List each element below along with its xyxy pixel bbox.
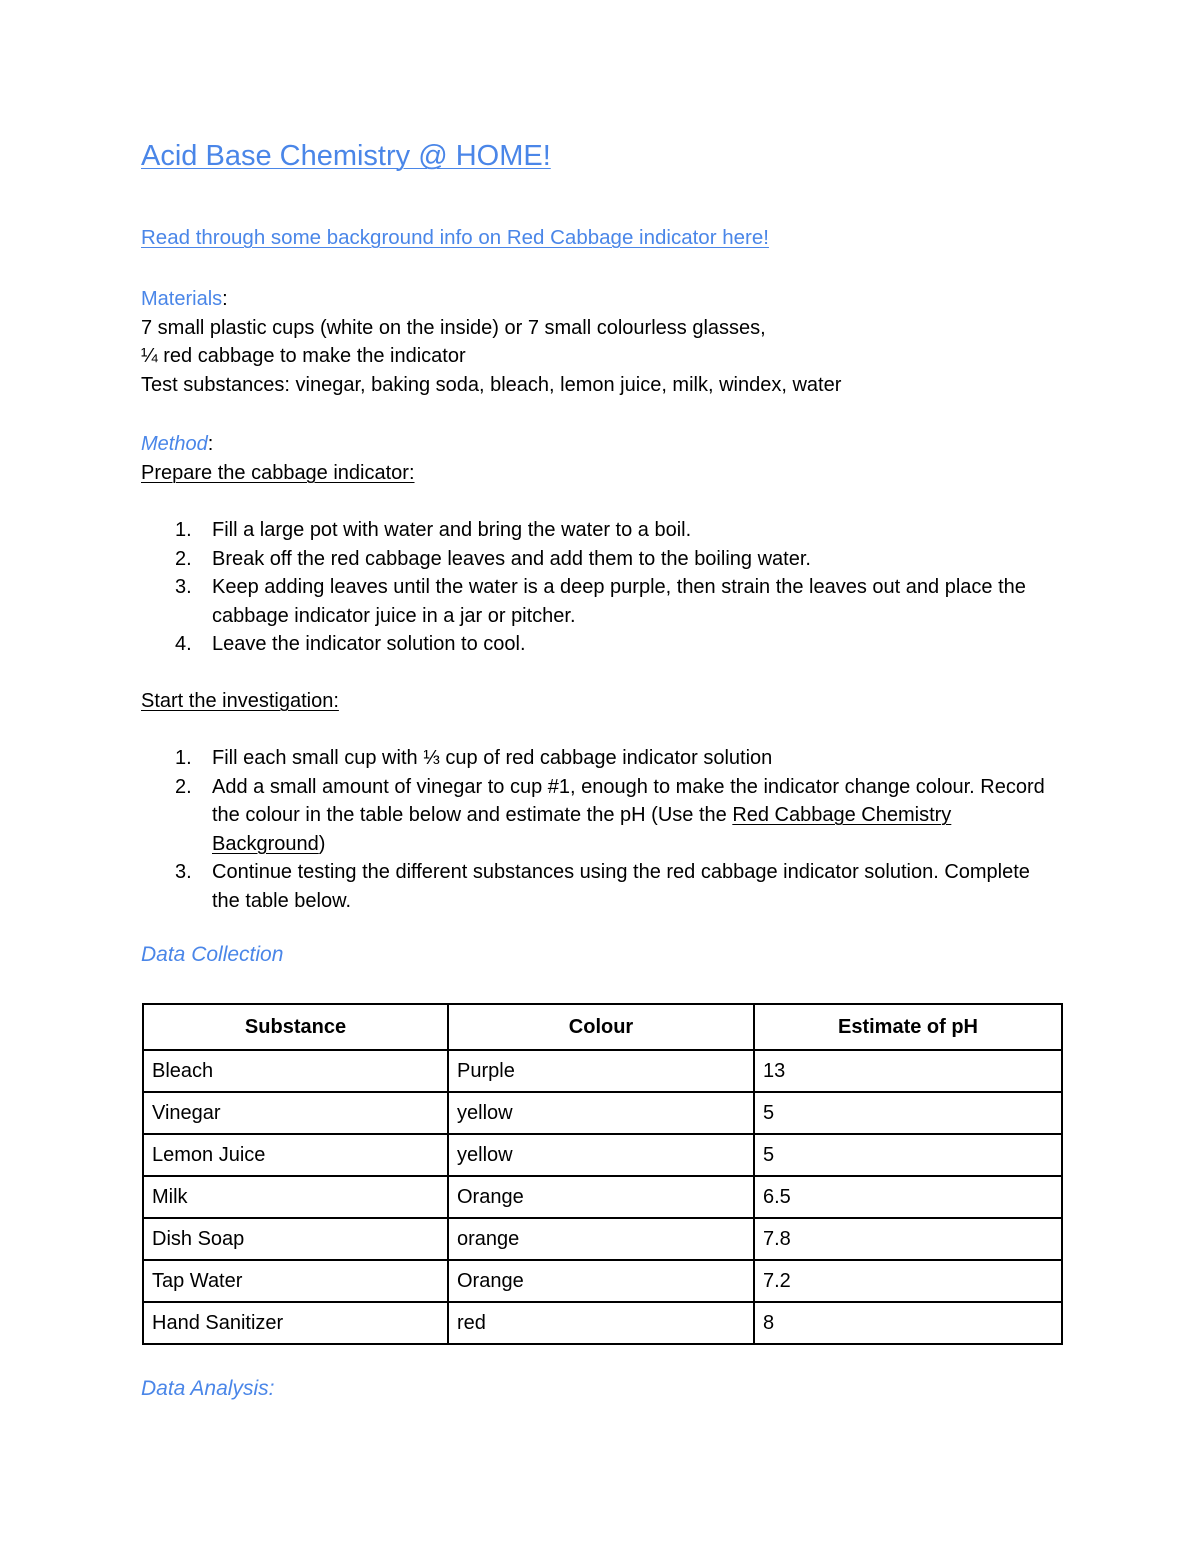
step-text: Keep adding leaves until the water is a deep purple, then strain the leaves out and place the cabbage indicator juice in a jar or pitcher. — [212, 576, 1026, 627]
step-number: 2. — [175, 547, 192, 570]
ph-cell: 8 — [754, 1302, 1062, 1344]
column-header-ph: Estimate of pH — [754, 1004, 1062, 1050]
table-row — [143, 1134, 1062, 1176]
ph-cell: 13 — [754, 1050, 1062, 1092]
step-number: 3. — [175, 861, 192, 883]
materials-section — [141, 285, 841, 399]
method-heading-text: Method — [141, 433, 208, 455]
substance-cell: Milk — [143, 1176, 448, 1218]
step-number: 3. — [175, 576, 192, 598]
table-row — [143, 1260, 1062, 1302]
red-cabbage-background-link[interactable]: Red Cabbage Chemistry Background — [212, 804, 952, 855]
column-header-substance: Substance — [143, 1004, 448, 1050]
step-text: Continue testing the different substances using the red cabbage indicator solution. Complete the table below. — [212, 861, 1030, 912]
ph-cell: 7.2 — [754, 1260, 1062, 1302]
colour-cell: Orange — [448, 1176, 754, 1218]
results-table — [142, 1003, 1063, 1345]
colour-cell: yellow — [448, 1134, 754, 1176]
substance-cell: Bleach — [143, 1050, 448, 1092]
step-number: 1. — [175, 519, 192, 541]
table-row — [143, 1092, 1062, 1134]
prepare-steps-list — [141, 516, 1061, 659]
table-row — [143, 1218, 1062, 1260]
table-row — [143, 1176, 1062, 1218]
start-investigation-heading: Start the investigation: — [141, 690, 339, 712]
list-item — [141, 516, 1061, 545]
list-item — [141, 573, 1061, 630]
list-item — [141, 773, 1061, 859]
method-heading — [141, 430, 213, 459]
materials-line-1: 7 small plastic cups (white on the inside) or 7 small colourless glasses, — [141, 316, 766, 339]
step-text: Fill each small cup with ⅓ cup of red cabbage indicator solution — [212, 747, 773, 769]
materials-line-3: Test substances: vinegar, baking soda, bleach, lemon juice, milk, windex, water — [141, 373, 842, 396]
materials-line-2: ¼ red cabbage to make the indicator — [141, 345, 466, 367]
materials-heading — [141, 285, 841, 314]
materials-heading-text: Materials — [141, 288, 223, 310]
materials-colon: : — [222, 288, 228, 310]
investigation-steps-list — [141, 744, 1061, 915]
colour-cell: Purple — [448, 1050, 754, 1092]
substance-cell: Vinegar — [143, 1092, 448, 1134]
ph-cell: 5 — [754, 1092, 1062, 1134]
background-info-link[interactable]: Read through some background info on Red Cabbage indicator here! — [141, 226, 769, 249]
list-item — [141, 545, 1061, 574]
colour-cell: yellow — [448, 1092, 754, 1134]
method-colon: : — [207, 433, 214, 455]
substance-cell: Hand Sanitizer — [143, 1302, 448, 1344]
step-number: 4. — [175, 633, 192, 655]
prepare-indicator-heading: Prepare the cabbage indicator: — [141, 462, 415, 484]
ph-cell: 6.5 — [754, 1176, 1062, 1218]
colour-cell: red — [448, 1302, 754, 1344]
step-number: 2. — [175, 775, 192, 798]
colour-cell: orange — [448, 1218, 754, 1260]
substance-cell: Dish Soap — [143, 1218, 448, 1260]
document-title-link[interactable]: Acid Base Chemistry @ HOME! — [141, 140, 551, 172]
step-text: Leave the indicator solution to cool. — [212, 633, 526, 655]
list-item — [141, 744, 1061, 773]
data-collection-heading: Data Collection — [141, 943, 284, 966]
step-number: 1. — [175, 747, 192, 769]
substance-cell: Tap Water — [143, 1260, 448, 1302]
list-item — [141, 630, 1061, 659]
step-text: Fill a large pot with water and bring the water to a boil. — [212, 519, 692, 541]
step-text: Break off the red cabbage leaves and add them to the boiling water. — [212, 547, 811, 570]
substance-cell: Lemon Juice — [143, 1134, 448, 1176]
ph-cell: 5 — [754, 1134, 1062, 1176]
step-text: Add a small amount of vinegar to cup #1, enough to make the indicator change colour. Record the colour in the table below and estimate the pH (Use the — [212, 775, 1045, 826]
table-row — [143, 1050, 1062, 1092]
table-row — [143, 1302, 1062, 1344]
column-header-colour: Colour — [448, 1004, 754, 1050]
colour-cell: Orange — [448, 1260, 754, 1302]
list-item — [141, 858, 1061, 915]
data-analysis-heading: Data Analysis: — [141, 1377, 275, 1400]
step-text-end: ) — [318, 832, 326, 855]
ph-cell: 7.8 — [754, 1218, 1062, 1260]
table-header-row — [143, 1004, 1062, 1050]
